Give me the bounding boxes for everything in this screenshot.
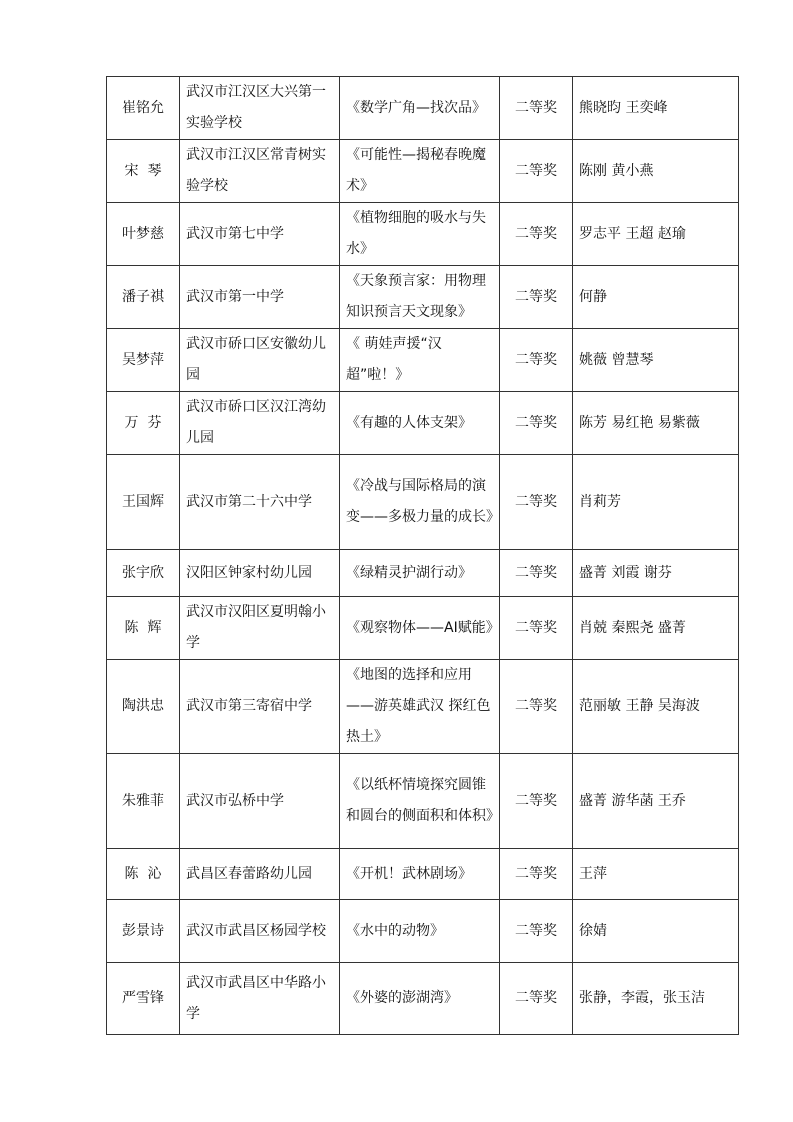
school-cell: 武汉市武昌区杨园学校 [180,900,340,963]
table-row [107,392,739,455]
teacher-cell: 张静，李霞，张玉洁 [573,963,739,1035]
school-cell: 武汉市弘桥中学 [180,754,340,849]
student-name-cell: 严雪锋 [107,963,180,1035]
table-row [107,77,739,140]
work-title-cell: 《植物细胞的吸水与失水》 [340,203,500,266]
school-cell: 武汉市第二十六中学 [180,455,340,550]
student-name-cell: 崔铭允 [107,77,180,140]
work-title-cell: 《天象预言家：用物理知识预言天文现象》 [340,266,500,329]
work-title-cell: 《绿精灵护湖行动》 [340,550,500,597]
table-row [107,140,739,203]
teacher-cell: 罗志平 王超 赵瑜 [573,203,739,266]
awards-table-body [107,77,739,1035]
teacher-cell: 盛菁 游华菡 王乔 [573,754,739,849]
school-cell: 武汉市硚口区汉江湾幼儿园 [180,392,340,455]
prize-cell: 二等奖 [500,392,573,455]
table-row [107,329,739,392]
teacher-cell: 肖莉芳 [573,455,739,550]
teacher-cell: 肖兢 秦熙尧 盛菁 [573,597,739,660]
table-row [107,455,739,550]
teacher-cell: 盛菁 刘霞 谢芬 [573,550,739,597]
prize-cell: 二等奖 [500,963,573,1035]
school-cell: 武汉市武昌区中华路小学 [180,963,340,1035]
prize-cell: 二等奖 [500,754,573,849]
school-cell: 武汉市汉阳区夏明翰小学 [180,597,340,660]
work-title-cell: 《地图的选择和应用——游英雄武汉 探红色热土》 [340,660,500,754]
prize-cell: 二等奖 [500,203,573,266]
prize-cell: 二等奖 [500,849,573,900]
work-title-cell: 《外婆的澎湖湾》 [340,963,500,1035]
student-name-cell: 吴梦萍 [107,329,180,392]
school-cell: 武汉市江汉区常青树实验学校 [180,140,340,203]
student-name-cell: 张宇欣 [107,550,180,597]
prize-cell: 二等奖 [500,77,573,140]
prize-cell: 二等奖 [500,660,573,754]
student-name-cell: 宋 琴 [107,140,180,203]
student-name-cell: 叶梦慈 [107,203,180,266]
teacher-cell: 徐婧 [573,900,739,963]
prize-cell: 二等奖 [500,266,573,329]
work-title-cell: 《水中的动物》 [340,900,500,963]
student-name-cell: 潘子祺 [107,266,180,329]
work-title-cell: 《开机！武林剧场》 [340,849,500,900]
school-cell: 武汉市江汉区大兴第一实验学校 [180,77,340,140]
table-row [107,660,739,754]
school-cell: 武汉市第七中学 [180,203,340,266]
teacher-cell: 陈芳 易红艳 易紫薇 [573,392,739,455]
prize-cell: 二等奖 [500,455,573,550]
work-title-cell: 《观察物体——AI赋能》 [340,597,500,660]
school-cell: 汉阳区钟家村幼儿园 [180,550,340,597]
teacher-cell: 熊晓昀 王奕峰 [573,77,739,140]
student-name-cell: 万 芬 [107,392,180,455]
teacher-cell: 王萍 [573,849,739,900]
table-row [107,754,739,849]
student-name-cell: 陈 辉 [107,597,180,660]
prize-cell: 二等奖 [500,550,573,597]
student-name-cell: 朱雅菲 [107,754,180,849]
school-cell: 武汉市硚口区安徽幼儿园 [180,329,340,392]
work-title-cell: 《可能性—揭秘春晚魔术》 [340,140,500,203]
teacher-cell: 陈刚 黄小燕 [573,140,739,203]
prize-cell: 二等奖 [500,329,573,392]
school-cell: 武汉市第一中学 [180,266,340,329]
student-name-cell: 彭景诗 [107,900,180,963]
student-name-cell: 陶洪忠 [107,660,180,754]
teacher-cell: 姚薇 曾慧琴 [573,329,739,392]
work-title-cell: 《 萌娃声援“汉超”啦！》 [340,329,500,392]
awards-table [106,76,739,1035]
work-title-cell: 《冷战与国际格局的演变——多极力量的成长》 [340,455,500,550]
table-row [107,963,739,1035]
school-cell: 武昌区春蕾路幼儿园 [180,849,340,900]
table-row [107,203,739,266]
prize-cell: 二等奖 [500,140,573,203]
school-cell: 武汉市第三寄宿中学 [180,660,340,754]
work-title-cell: 《有趣的人体支架》 [340,392,500,455]
student-name-cell: 王国辉 [107,455,180,550]
work-title-cell: 《以纸杯情境探究圆锥和圆台的侧面积和体积》 [340,754,500,849]
table-row [107,900,739,963]
table-row [107,597,739,660]
table-row [107,266,739,329]
work-title-cell: 《数学广角—找次品》 [340,77,500,140]
prize-cell: 二等奖 [500,597,573,660]
teacher-cell: 范丽敏 王静 吴海波 [573,660,739,754]
student-name-cell: 陈 沁 [107,849,180,900]
prize-cell: 二等奖 [500,900,573,963]
table-row [107,849,739,900]
table-row [107,550,739,597]
teacher-cell: 何静 [573,266,739,329]
